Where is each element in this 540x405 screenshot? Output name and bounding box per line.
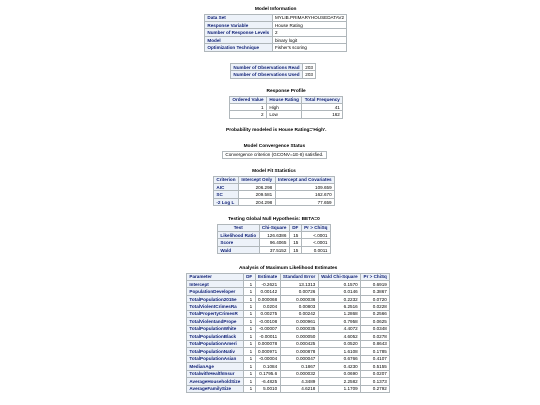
mle-body	[187, 280, 390, 392]
mle-cell: -0.00011	[255, 333, 280, 340]
mle-header: Wald Chi-Square	[318, 273, 360, 280]
null-test-cell: <.0001	[301, 239, 330, 246]
mle-cell: 6.2516	[318, 303, 360, 310]
null-test-header: Test	[218, 224, 260, 231]
model-info-value: Fisher's scoring	[272, 44, 347, 51]
mle-cell: 1	[243, 288, 255, 295]
mle-cell: 0.000032	[280, 370, 318, 377]
mle-cell: -6.4825	[255, 378, 280, 385]
mle-header: Pr > ChiSq	[361, 273, 390, 280]
fit-statistics-table	[213, 167, 335, 206]
mle-cell: -0.00108	[255, 318, 280, 325]
mle-caption: Analysis of Maximum Likelihood Estimates	[186, 264, 390, 273]
mle-cell: 4.3489	[280, 378, 318, 385]
table-row	[187, 310, 390, 317]
model-info-label: Data Set	[205, 14, 273, 21]
mle-parameter: TotalPopulationAsian	[187, 355, 244, 362]
mle-parameter: TotalPopulationWhite	[187, 325, 244, 332]
mle-cell: 0.2792	[361, 385, 390, 392]
mle-cell: 0.000425	[280, 340, 318, 347]
null-test-cell: 37.5152	[259, 246, 289, 253]
fit-stats-criterion: -2 Log L	[214, 198, 239, 205]
mle-cell: 1	[243, 303, 255, 310]
mle-cell: 0.0146	[318, 288, 360, 295]
null-hypothesis-table	[217, 215, 331, 254]
mle-cell: 1.6108	[318, 348, 360, 355]
fit-stats-cell: 77.659	[275, 198, 334, 205]
mle-cell: 1	[243, 333, 255, 340]
mle-cell: 0.6766	[318, 355, 360, 362]
response-profile-cell: High	[266, 103, 301, 110]
mle-cell: 0.0720	[361, 295, 390, 302]
null-test-header: Chi-Square	[259, 224, 289, 231]
fit-stats-cell: 209.581	[238, 191, 275, 198]
model-info-label: Number of Response Levels	[205, 29, 273, 36]
mle-cell: 0.000036	[280, 295, 318, 302]
null-test-cell: 15	[289, 246, 301, 253]
mle-cell: 1	[243, 378, 255, 385]
fit-stats-header: Intercept and Covariates	[275, 176, 334, 183]
mle-cell: 4.4072	[318, 325, 360, 332]
mle-cell: 0.2232	[318, 295, 360, 302]
mle-cell: -0.00007	[255, 325, 280, 332]
obs-value: 203	[302, 71, 315, 78]
null-test-cell: <.0001	[301, 231, 330, 238]
mle-cell: 1	[243, 280, 255, 287]
table-row	[187, 318, 390, 325]
null-test-cell: 15	[289, 231, 301, 238]
mle-parameter: TotalViolentCrimesRa	[187, 303, 244, 310]
mle-parameter: TotalViolentandPrope	[187, 318, 244, 325]
mle-cell: 0.00726	[280, 288, 318, 295]
fit-stats-header: Intercept Only	[238, 176, 275, 183]
table-row	[187, 385, 390, 392]
mle-cell: 0.1785	[361, 348, 390, 355]
mle-cell: 1	[243, 348, 255, 355]
mle-cell: 0.1084	[255, 363, 280, 370]
mle-cell: 0.00803	[280, 303, 318, 310]
table-row	[187, 340, 390, 347]
mle-parameter: TotalPopulationAmeri	[187, 340, 244, 347]
mle-cell: 0.000961	[280, 318, 318, 325]
mle-cell: 0.8643	[361, 340, 390, 347]
mle-cell: 1	[243, 385, 255, 392]
null-test-header: Pr > ChiSq	[301, 224, 330, 231]
model-info-label: Optimization Technique	[205, 44, 273, 51]
fit-statistics-caption: Model Fit Statistics	[213, 167, 335, 176]
mle-cell: 1	[243, 318, 255, 325]
mle-cell: 13.1313	[280, 280, 318, 287]
mle-cell: 0.000047	[280, 355, 318, 362]
mle-cell: 0.3867	[361, 288, 390, 295]
null-test-name: Likelihood Ratio	[218, 231, 260, 238]
mle-cell: 0.0348	[361, 325, 390, 332]
null-test-cell: 15	[289, 239, 301, 246]
mle-cell: 4.6218	[280, 385, 318, 392]
mle-cell: 0.0204	[255, 303, 280, 310]
mle-cell: 0.0690	[318, 370, 360, 377]
mle-header: Standard Error	[280, 273, 318, 280]
response-profile-table	[229, 87, 343, 119]
mle-parameter: MedianAge	[187, 363, 244, 370]
mle-cell: 0.2566	[361, 310, 390, 317]
fit-stats-cell: 206.298	[238, 183, 275, 190]
mle-cell: 1	[243, 370, 255, 377]
mle-cell: 1	[243, 295, 255, 302]
mle-parameter: TotalPopulation2015e	[187, 295, 244, 302]
mle-cell: 0.00142	[255, 288, 280, 295]
mle-cell: 0.5155	[361, 363, 390, 370]
null-test-cell: 0.0011	[301, 246, 330, 253]
mle-cell: 2.2582	[318, 378, 360, 385]
null-test-name: Score	[218, 239, 260, 246]
mle-cell: 0.000078	[255, 340, 280, 347]
response-profile-cell: 2	[230, 111, 267, 118]
mle-cell: 0.000878	[280, 348, 318, 355]
mle-parameter: TotalPopulationBlack	[187, 333, 244, 340]
mle-cell: 0.7958	[318, 318, 360, 325]
null-test-name: Wald	[218, 246, 260, 253]
mle-cell: 0.00242	[280, 310, 318, 317]
mle-cell: 0.4230	[318, 363, 360, 370]
response-profile-cell: 1	[230, 103, 267, 110]
mle-cell: 5.0010	[255, 385, 280, 392]
mle-parameter: AverageFamilySize	[187, 385, 244, 392]
mle-cell: 0.4107	[361, 355, 390, 362]
mle-cell: 0.1373	[361, 378, 390, 385]
table-row	[187, 333, 390, 340]
null-test-cell: 126.6386	[259, 231, 289, 238]
mle-header: DF	[243, 273, 255, 280]
mle-cell: 1	[243, 310, 255, 317]
mle-parameter: TotalPopulationNativ	[187, 348, 244, 355]
convergence-text: Convergence criterion (GCONV=1E-8) satisfied.	[223, 151, 327, 158]
mle-header: Parameter	[187, 273, 244, 280]
mle-cell: 1.1709	[318, 385, 360, 392]
mle-cell: 0.0520	[318, 340, 360, 347]
obs-label: Number of Observations Used	[231, 71, 303, 78]
mle-cell: -0.2621	[255, 280, 280, 287]
mle-cell: 4.6052	[318, 333, 360, 340]
response-profile-cell: 41	[302, 103, 343, 110]
mle-cell: 0.000068	[255, 295, 280, 302]
obs-value: 203	[302, 64, 315, 71]
table-row	[187, 325, 390, 332]
model-information-table	[204, 5, 347, 52]
mle-parameter: TotalPropertyCrimesR	[187, 310, 244, 317]
mle-cell: 1	[243, 355, 255, 362]
mle-parameter: TotalwithHealthInsur	[187, 370, 244, 377]
null-test-header: DF	[289, 224, 301, 231]
model-info-value: House Rating	[272, 21, 347, 28]
model-info-value: 2	[272, 29, 347, 36]
mle-parameter: PopulationDeveloper	[187, 288, 244, 295]
null-test-cell: 96.4065	[259, 239, 289, 246]
response-profile-header: Ordered Value	[230, 96, 267, 103]
mle-cell: 0.0228	[361, 303, 390, 310]
mle-table	[186, 264, 390, 393]
mle-cell: 1	[243, 363, 255, 370]
mle-cell: 1	[243, 325, 255, 332]
table-row	[187, 355, 390, 362]
response-profile-header: Total Frequency	[302, 96, 343, 103]
mle-cell: 0.000050	[280, 333, 318, 340]
table-row	[187, 295, 390, 302]
fit-stats-criterion: SC	[214, 191, 239, 198]
response-profile-cell: 162	[302, 111, 343, 118]
null-hypothesis-caption: Testing Global Null Hypothesis: BETA=0	[217, 215, 331, 224]
mle-parameter: AverageHouseholdSize	[187, 378, 244, 385]
fit-stats-criterion: AIC	[214, 183, 239, 190]
fit-stats-cell: 162.670	[275, 191, 334, 198]
fit-stats-cell: 204.298	[238, 198, 275, 205]
table-row	[187, 303, 390, 310]
model-info-label: Model	[205, 36, 273, 43]
mle-cell: 0.1570	[318, 280, 360, 287]
model-info-value: MYLIB.PRIMARYHOUSEDATAV2	[272, 14, 347, 21]
mle-cell: 0.6919	[361, 280, 390, 287]
mle-cell: 0.0625	[361, 318, 390, 325]
response-profile-cell: Low	[266, 111, 301, 118]
table-row	[187, 280, 390, 287]
model-information-caption: Model Information	[204, 5, 347, 14]
mle-cell: 0.1795.6	[255, 370, 280, 377]
mle-cell: -0.00004	[255, 355, 280, 362]
mle-cell: 0.0207	[361, 370, 390, 377]
response-profile-caption: Response Profile	[229, 87, 343, 96]
model-info-label: Response Variable	[205, 21, 273, 28]
fit-stats-header: Criterion	[214, 176, 239, 183]
probability-note: Probability modeled is House Rating='High'.	[226, 128, 327, 133]
table-row	[187, 378, 390, 385]
table-row	[187, 288, 390, 295]
mle-cell: 1.2868	[318, 310, 360, 317]
table-row	[187, 363, 390, 370]
obs-label: Number of Observations Read	[231, 64, 303, 71]
response-profile-header: House Rating	[266, 96, 301, 103]
convergence-table	[222, 142, 327, 159]
mle-cell: 1	[243, 340, 255, 347]
mle-cell: 0.1867	[280, 363, 318, 370]
fit-stats-cell: 109.659	[275, 183, 334, 190]
mle-cell: 0.00275	[255, 310, 280, 317]
observations-table	[230, 63, 316, 79]
mle-cell: 0.0278	[361, 333, 390, 340]
mle-header: Estimate	[255, 273, 280, 280]
convergence-caption: Model Convergence Status	[222, 142, 327, 151]
table-row	[187, 348, 390, 355]
mle-cell: 0.000035	[280, 325, 318, 332]
mle-cell: 0.000971	[255, 348, 280, 355]
table-row	[187, 370, 390, 377]
mle-parameter: Intercept	[187, 280, 244, 287]
model-info-value: binary logit	[272, 36, 347, 43]
